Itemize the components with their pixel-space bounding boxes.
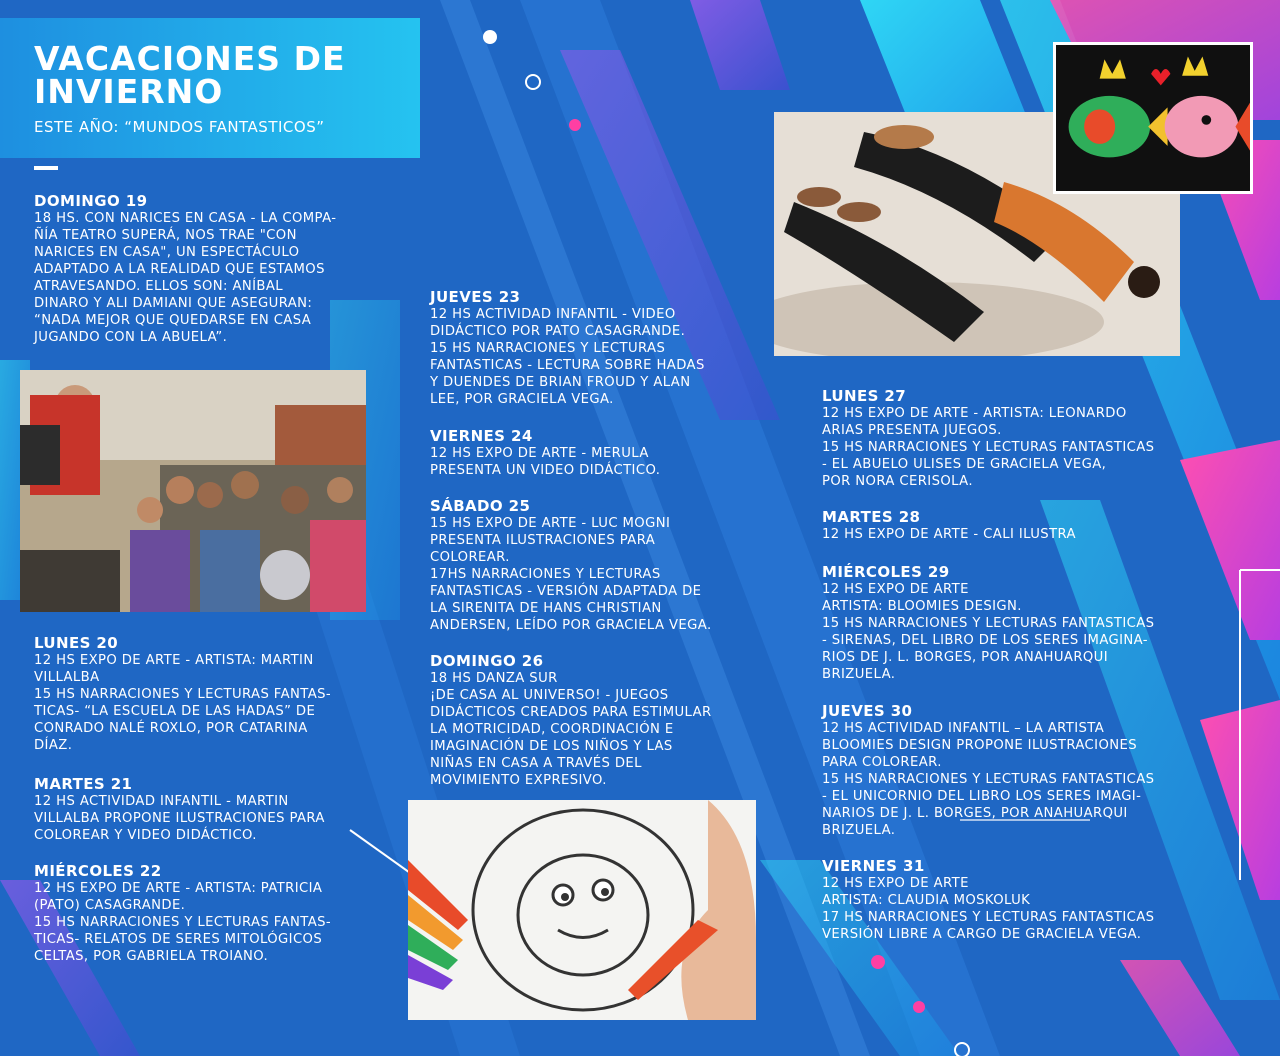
event-day: MARTES 21 [34,775,133,793]
event-body: 12 HS ACTIVIDAD INFANTIL – LA ARTISTA BLOOMIES DESIGN PROPONE ILUSTRACIONES PARA COLOREAR. 15 HS NARRACIONES Y LECTURAS FANTASTICAS - EL UNICORNIO DEL LIBRO LOS SERES IMAGI- NARIOS DE J. L. BORGES, POR ANAHUARQUI BRIZUELA. [822,721,1155,838]
event-body: 12 HS EXPO DE ARTE - ARTISTA: MARTIN VILLALBA 15 HS NARRACIONES Y LECTURAS FANTAS- TICAS- “LA ESCUELA DE LAS HADAS” DE CONRADO NALÉ ROXLO, POR CATARINA DÍAZ. [34,653,332,753]
event-day: DOMINGO 26 [430,652,544,670]
event-body: 12 HS EXPO DE ARTE - CALI ILUSTRA [822,527,1076,542]
event-day: MARTES 28 [822,508,921,526]
event-body: 12 HS ACTIVIDAD INFANTIL - VIDEO DIDÁCTICO POR PATO CASAGRANDE. 15 HS NARRACIONES Y LECTURAS FANTASTICAS - LECTURA SOBRE HADAS Y DUENDES DE BRIAN FROUD Y ALAN LEE, POR GRACIELA VEGA. [430,307,705,407]
divider [34,166,58,170]
event-day: LUNES 20 [34,634,119,652]
event-day: JUEVES 23 [430,288,521,306]
event-body: 12 HS EXPO DE ARTE - ARTISTA: LEONARDO ARIAS PRESENTA JUEGOS. 15 HS NARRACIONES Y LECTURAS FANTASTICAS - EL ABUELO ULISES DE GRACIELA VEGA, POR NORA CERISOLA. [822,406,1155,489]
photo-fish-artwork [1053,42,1253,194]
event-domingo-26 [430,652,712,789]
event-day: SÁBADO 25 [430,497,531,515]
event-martes-21 [34,775,325,844]
event-body: 18 HS. CON NARICES EN CASA - LA COMPA- ÑÍA TEATRO SUPERÁ, NOS TRAE "CON NARICES EN CASA", UN ESPECTÁCULO ADAPTADO A LA REALIDAD QUE ESTAMOS ATRAVESANDO. ELLOS SON: ANÍBAL DINARO Y ALI DAMIANI QUE ASEGURAN: “NADA MEJOR QUE QUEDARSE EN CASA JUGANDO CON LA ABUELA”. [34,211,337,345]
photo-coloring-drawing [408,800,756,1020]
event-body: 12 HS EXPO DE ARTE - ARTISTA: PATRICIA (PATO) CASAGRANDE. 15 HS NARRACIONES Y LECTURAS FANTAS- TICAS- RELATOS DE SERES MITOLÓGICOS CELTAS, POR GABRIELA TROIANO. [34,881,332,964]
event-jueves-23 [430,288,705,408]
event-day: MIÉRCOLES 22 [34,862,162,880]
event-miercoles-29 [822,563,1154,683]
event-sabado-25 [430,497,712,634]
event-day: LUNES 27 [822,387,907,405]
event-martes-28 [822,508,1076,543]
event-domingo-19 [34,192,336,346]
event-day: VIERNES 24 [430,427,533,445]
event-body: 15 HS EXPO DE ARTE - LUC MOGNI PRESENTA ILUSTRACIONES PARA COLOREAR. 17HS NARRACIONES Y LECTURAS FANTASTICAS - VERSIÓN ADAPTADA DE LA SIRENITA DE HANS CHRISTIAN ANDERSEN, LEÍDO POR GRACIELA VEGA. [430,516,712,633]
event-viernes-24 [430,427,660,479]
page-title: VACACIONES DE INVIERNO [34,39,346,111]
event-miercoles-22 [34,862,331,965]
event-viernes-31 [822,857,1154,943]
event-body: 12 HS EXPO DE ARTE ARTISTA: CLAUDIA MOSKOLUK 17 HS NARRACIONES Y LECTURAS FANTASTICAS VERSIÓN LIBRE A CARGO DE GRACIELA VEGA. [822,876,1155,942]
photo-clown-with-children [20,370,366,612]
event-lunes-20 [34,634,331,754]
event-day: DOMINGO 19 [34,192,148,210]
event-body: 12 HS EXPO DE ARTE - MERULA PRESENTA UN VIDEO DIDÁCTICO. [430,446,661,478]
event-body: 18 HS DANZA SUR ¡DE CASA AL UNIVERSO! - JUEGOS DIDÁCTICOS CREADOS PARA ESTIMULAR LA MOTRICIDAD, COORDINACIÓN E IMAGINACIÓN DE LOS NIÑOS Y LAS NIÑAS EN CASA A TRAVÉS DEL MOVIMIENTO EXPRESIVO. [430,671,712,788]
event-day: VIERNES 31 [822,857,925,875]
event-day: MIÉRCOLES 29 [822,563,950,581]
event-jueves-30 [822,702,1154,839]
event-body: 12 HS EXPO DE ARTE ARTISTA: BLOOMIES DESIGN. 15 HS NARRACIONES Y LECTURAS FANTASTICAS - SIRENAS, DEL LIBRO DE LOS SERES IMAGINA- RIOS DE J. L. BORGES, POR ANAHUARQUI BRIZUELA. [822,582,1155,682]
event-body: 12 HS ACTIVIDAD INFANTIL - MARTIN VILLALBA PROPONE ILUSTRACIONES PARA COLOREAR Y VIDEO DIDÁCTICO. [34,794,325,843]
event-day: JUEVES 30 [822,702,913,720]
event-lunes-27 [822,387,1154,490]
page-subtitle: ESTE AÑO: “MUNDOS FANTASTICOS” [34,118,325,136]
